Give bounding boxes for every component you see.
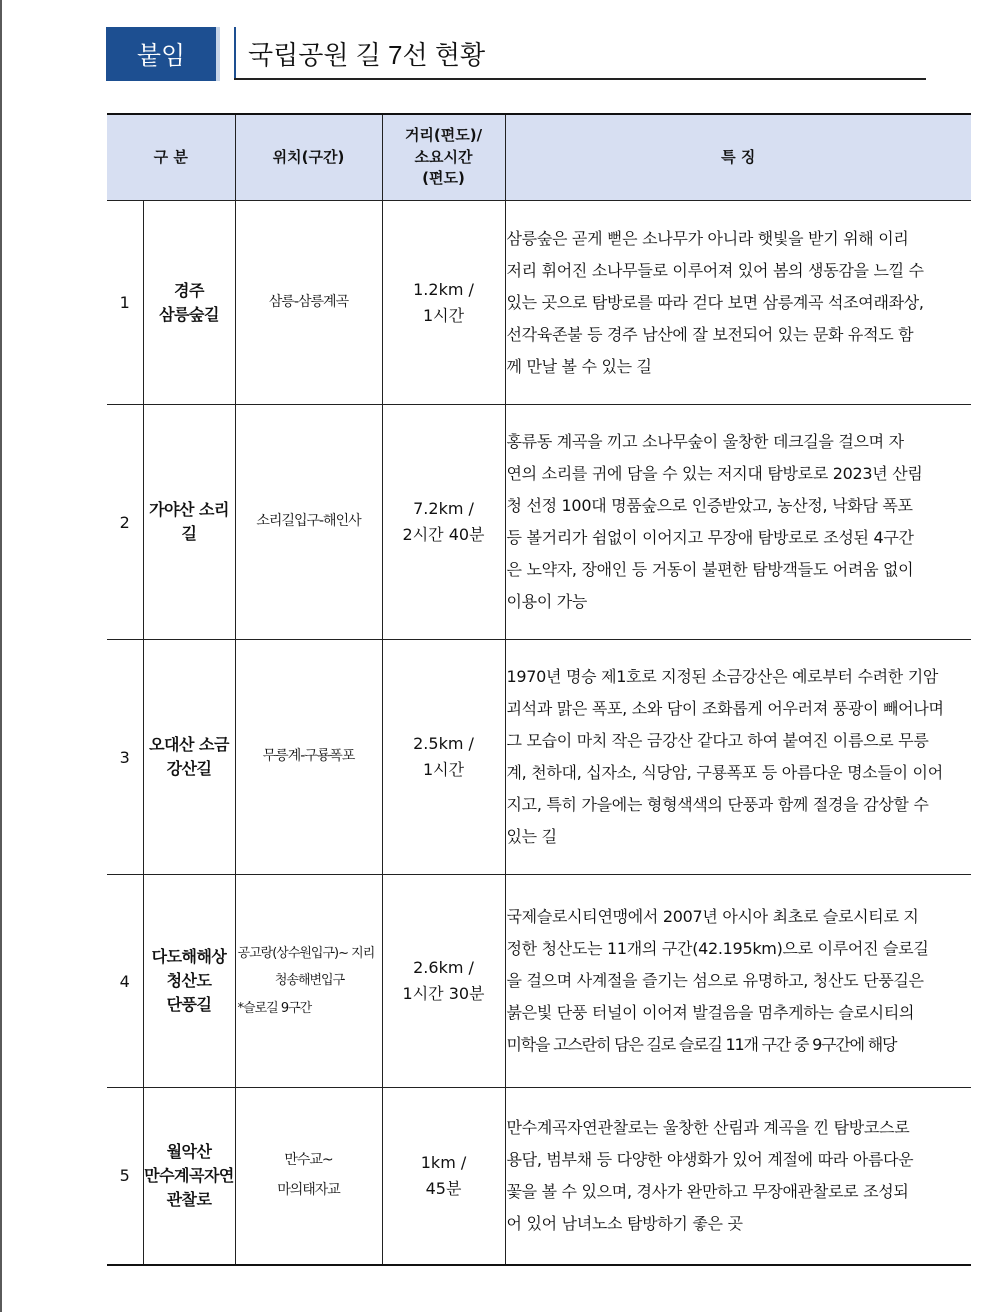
trail-name-line: 강산길 [166, 759, 212, 778]
feature-line: 1970년 명승 제1호로 지정된 소금강산은 예로부터 수려한 기암 [506, 667, 939, 686]
feature-line: 괴석과 맑은 폭포, 소와 담이 조화롭게 어우러져 풍광이 빼어나며 [506, 699, 944, 718]
feature-line: 미학을 고스란히 담은 길로 슬로길 11개 구간 중 9구간에 해당 [506, 1035, 897, 1054]
row-number: 3 [107, 640, 143, 875]
trail-name-line: 월악산 [166, 1141, 212, 1161]
feature-line: 홍류동 계곡을 끼고 소나무숲이 울창한 데크길을 걸으며 자 [506, 432, 904, 451]
page-left-border [0, 0, 2, 1312]
col-header-distance [382, 114, 505, 201]
trail-distance [382, 1088, 505, 1265]
trail-features [505, 1088, 971, 1265]
feature-line: 저리 휘어진 소나무들로 이루어져 있어 봄의 생동감을 느낄 수 [506, 260, 924, 280]
feature-line: 있는 길 [506, 827, 557, 846]
title-underline [234, 78, 926, 80]
trail-location [235, 201, 382, 405]
trail-location-line: 만수교~ [284, 1152, 333, 1169]
table-row [107, 1088, 971, 1265]
trail-name [143, 201, 235, 405]
trail-name-line: 만수계곡자연 [144, 1165, 234, 1185]
table-row [107, 875, 971, 1088]
feature-line: 등 볼거리가 쉼없이 이어지고 무장애 탐방로로 조성된 4구간 [506, 528, 914, 547]
feature-line: 삼릉숲은 곧게 뻗은 소나무가 아니라 햇빛을 받기 위해 이리 [506, 228, 909, 248]
col-header-location: 위치(구간) [235, 114, 382, 201]
trail-location-line: 청송해변입구 [274, 973, 345, 989]
row-number: 2 [107, 405, 143, 640]
feature-line: 연의 소리를 귀에 담을 수 있는 저지대 탐방로로 2023년 산림 [506, 464, 923, 483]
trail-name-line: 가야산 소리 [149, 500, 229, 519]
feature-line: 만수계곡자연관찰로는 울창한 산림과 계곡을 낀 탐방코스로 [506, 1117, 910, 1137]
feature-line: 계, 천하대, 십자소, 식당암, 구룡폭포 등 아름다운 명소들이 이어 [506, 763, 943, 782]
trail-location-line: 마의태자교 [277, 1181, 340, 1198]
row-number: 4 [107, 875, 143, 1088]
trail-distance-line: 2시간 40분 [402, 525, 485, 544]
feature-line: 있는 곳으로 탐방로를 따라 걷다 보면 삼릉계곡 석조여래좌상, [506, 292, 924, 312]
trail-name-line: 길 [181, 524, 197, 543]
trail-distance-line: 1시간 [422, 760, 465, 779]
trail-name [143, 1088, 235, 1265]
feature-line: 꽃을 볼 수 있으며, 경사가 완만하고 무장애관찰로로 조성되 [506, 1181, 909, 1201]
trail-location-line: 무릉계-구룡폭포 [262, 748, 355, 765]
trail-distance-line: 1.2km / [413, 279, 474, 299]
trail-location-line: 소리길입구-해인사 [256, 513, 361, 530]
feature-line: 국제슬로시티연맹에서 2007년 아시아 최초로 슬로시티로 지 [506, 907, 919, 926]
trail-location [235, 1088, 382, 1265]
trail-name-line: 삼릉숲길 [159, 304, 219, 324]
trail-name-line: 청산도 [166, 971, 212, 990]
title-divider [234, 27, 236, 79]
feature-line: 지고, 특히 가을에는 형형색색의 단풍과 함께 절경을 감상할 수 [506, 795, 929, 814]
trail-location [235, 405, 382, 640]
table-row [107, 405, 971, 640]
feature-line: 께 만날 볼 수 있는 길 [506, 356, 652, 376]
col-header-features: 특 징 [505, 114, 971, 201]
row-number: 1 [107, 201, 143, 405]
feature-line: 붉은빛 단풍 터널이 이어져 발걸음을 멈추게하는 슬로시티의 [506, 1003, 915, 1022]
trail-distance-line: 2.6km / [413, 958, 474, 978]
trails-table [107, 113, 971, 1266]
trail-distance-line: 7.2km / [413, 499, 474, 519]
feature-line: 어 있어 남녀노소 탐방하기 좋은 곳 [506, 1213, 743, 1233]
trail-name [143, 875, 235, 1088]
trail-name-line: 관찰로 [166, 1189, 212, 1209]
trail-name-line: 오대산 소금 [149, 735, 229, 754]
table-row [107, 640, 971, 875]
feature-line: 용담, 범부채 등 다양한 야생화가 있어 계절에 따라 아름다운 [506, 1149, 914, 1169]
trail-distance-line: 45분 [425, 1178, 462, 1198]
trail-distance-line: 1시간 [422, 305, 465, 325]
section-header [106, 27, 926, 83]
trail-distance-line: 2.5km / [413, 734, 474, 754]
trail-location-line: 삼릉-삼릉계곡 [268, 293, 349, 310]
trail-name-line: 단풍길 [166, 995, 212, 1014]
trail-name-line: 경주 [174, 280, 204, 300]
table-row [107, 201, 971, 405]
feature-line: 을 걸으며 사계절을 즐기는 섬으로 유명하고, 청산도 단풍길은 [506, 971, 924, 990]
feature-line: 선각육존불 등 경주 남산에 잘 보전되어 있는 문화 유적도 함 [506, 324, 914, 344]
trail-distance [382, 201, 505, 405]
trail-distance [382, 405, 505, 640]
trail-name [143, 405, 235, 640]
trail-distance [382, 875, 505, 1088]
col-header-distance-line: 거리(편도)/ [404, 125, 483, 144]
appendix-badge: 붙임 [106, 27, 220, 81]
feature-line: 은 노약자, 장애인 등 거동이 불편한 탐방객들도 어려움 없이 [506, 560, 914, 579]
trail-features [505, 875, 971, 1088]
trail-features [505, 640, 971, 875]
trail-distance-line: 1시간 30분 [402, 984, 485, 1003]
trail-name-line: 다도해해상 [151, 947, 227, 966]
trail-location [235, 875, 382, 1088]
trail-distance-line: 1km / [420, 1153, 467, 1173]
col-header-distance-line: 소요시간 [414, 147, 473, 166]
feature-line: 청 선정 100대 명품숲으로 인증받았고, 농산정, 낙화담 폭포 [506, 496, 913, 515]
row-number: 5 [107, 1088, 143, 1265]
trail-distance [382, 640, 505, 875]
feature-line: 정한 청산도는 11개의 구간(42.195km)으로 이루어진 슬로길 [506, 939, 929, 958]
page-title: 국립공원 길 7선 현황 [248, 40, 486, 70]
trail-features [505, 201, 971, 405]
table-header-row [107, 114, 971, 201]
trail-location-line: *슬로길 9구간 [237, 1000, 312, 1016]
col-header-distance-line: (편도) [422, 169, 465, 188]
feature-line: 이용이 가능 [506, 592, 588, 611]
trail-name [143, 640, 235, 875]
trail-location-line: 공고랑(상수원입구)~ 지리 [237, 946, 375, 962]
trail-location [235, 640, 382, 875]
trail-features [505, 405, 971, 640]
col-header-category: 구 분 [107, 114, 235, 201]
feature-line: 그 모습이 마치 작은 금강산 같다고 하여 붙여진 이름으로 무릉 [506, 731, 929, 750]
